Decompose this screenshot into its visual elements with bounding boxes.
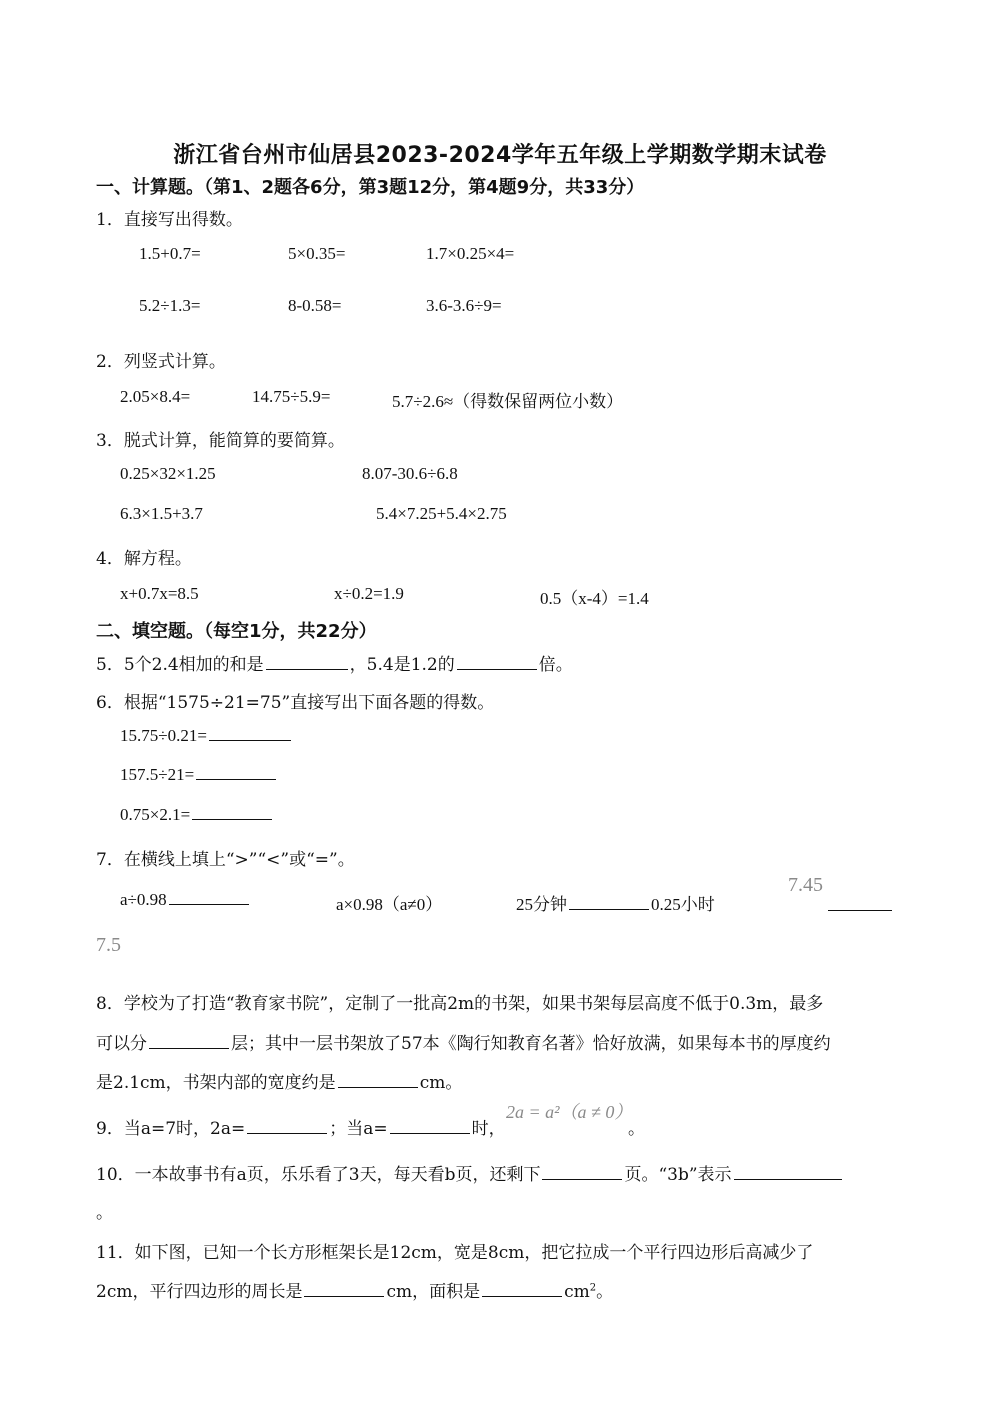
q9-end: 。 [628,1119,645,1139]
answer-blank[interactable] [542,1178,622,1180]
q4-item: x+0.7x=8.5 [120,584,199,603]
q5-text-b: ，5.4是1.2的 [349,655,455,675]
q7-item [120,890,251,910]
q6-expr: 0.75×2.1= [120,805,191,824]
q1-item: 5.2÷1.3= [139,296,201,315]
answer-blank[interactable] [828,890,892,911]
q6-item [120,765,278,785]
q7-item: a×0.98（a≠0） [336,895,443,914]
answer-blank[interactable] [304,1295,384,1297]
q8-text: 是2.1cm，书架内部的宽度约是 [96,1073,336,1093]
q9-formula: 2a = a²（a ≠ 0） [506,1102,633,1122]
answer-blank[interactable] [457,668,537,670]
q5-text-c: 倍。 [538,655,573,675]
answer-blank[interactable] [338,1086,418,1088]
answer-blank[interactable] [149,1047,229,1049]
q4-label: 4．解方程。 [96,549,192,569]
q1-item: 5×0.35= [288,244,346,263]
q11-unit: cm [564,1282,590,1302]
q7-value-faint: 7.5 [96,934,121,956]
q8-line3 [96,1068,462,1093]
answer-blank[interactable] [569,908,649,910]
q7-label: 7．在横线上填上“>”“<”或“=”。 [96,850,355,870]
q1-item: 1.5+0.7= [139,244,201,263]
q6-item [120,726,293,746]
q11-sup: 2 [589,1282,597,1294]
q8-line1: 8．学校为了打造“教育家书院”，定制了一批高2m的书架，如果书架每层高度不低于0.3m，最多 [96,994,824,1014]
q8-line2 [96,1029,831,1054]
q6-label: 6．根据“1575÷21=75”直接写出下面各题的得数。 [96,693,495,713]
section-2-heading: 二、填空题。（每空1分，共22分） [96,621,377,642]
q1-item: 1.7×0.25×4= [426,244,515,263]
q2-item: 5.7÷2.6≈（得数保留两位小数） [392,392,624,411]
q1-item: 8-0.58= [288,296,342,315]
q4-item: x÷0.2=1.9 [334,584,404,603]
q11-line1: 11．如下图，已知一个长方形框架长是12cm，宽是8cm，把它拉成一个平行四边形后高减少了 [96,1243,814,1263]
answer-blank[interactable] [482,1295,562,1297]
answer-blank[interactable] [247,1132,327,1134]
q2-item: 2.05×8.4= [120,387,191,406]
q6-item [120,805,274,825]
q9-text: 时， [471,1119,506,1139]
q6-expr: 15.75÷0.21= [120,726,207,745]
q10-end: 。 [96,1203,113,1223]
q7-expr: 25分钟 [516,895,567,914]
q11-end: 。 [596,1282,614,1302]
q7-expr: a÷0.98 [120,890,167,909]
q8-text: 可以分 [96,1034,147,1054]
q3-item: 8.07-30.6÷6.8 [362,464,458,483]
q5-text-a: 5．5个2.4相加的和是 [96,655,264,675]
q8-text: 层；其中一层书架放了57本《陶行知教育名著》恰好放满，如果每本书的厚度约 [231,1034,831,1054]
q3-item: 6.3×1.5+3.7 [120,504,203,523]
answer-blank[interactable] [196,778,276,780]
q9-text: ；当a= [329,1119,388,1139]
q1-item: 3.6-3.6÷9= [426,296,502,315]
q11-text: cm，面积是 [386,1282,481,1302]
exam-title: 浙江省台州市仙居县2023-2024学年五年级上学期数学期末试卷 [173,143,827,168]
q1-label: 1．直接写出得数。 [96,210,243,230]
q7-value-faint: 7.45 [788,874,823,896]
q3-item: 5.4×7.25+5.4×2.75 [376,504,507,523]
answer-blank[interactable] [734,1178,842,1180]
answer-blank[interactable] [266,668,348,670]
q7-expr: 0.25小时 [651,895,715,914]
q9 [96,1114,506,1139]
answer-blank[interactable] [209,739,291,741]
q4-item: 0.5（x-4）=1.4 [540,589,649,608]
section-1-heading: 一、计算题。（第1、2题各6分，第3题12分，第4题9分，共33分） [96,177,645,198]
q11-line2 [96,1277,613,1302]
q6-expr: 157.5÷21= [120,765,195,784]
q11-text: 2cm，平行四边形的周长是 [96,1282,303,1302]
answer-blank[interactable] [192,818,272,820]
answer-blank[interactable] [390,1132,470,1134]
q2-item: 14.75÷5.9= [252,387,331,406]
q8-text: cm。 [419,1073,463,1093]
q3-item: 0.25×32×1.25 [120,464,216,483]
q3-label: 3．脱式计算，能简算的要简算。 [96,431,345,451]
q10 [96,1160,844,1185]
q10-text: 10．一本故事书有a页，乐乐看了3天，每天看b页，还剩下 [96,1165,541,1185]
q9-text: 9．当a=7时，2a= [96,1119,246,1139]
q5 [96,650,573,675]
q10-text: 页。“3b”表示 [624,1165,732,1185]
q7-item [516,890,715,915]
answer-blank[interactable] [169,903,249,905]
q2-label: 2．列竖式计算。 [96,352,226,372]
